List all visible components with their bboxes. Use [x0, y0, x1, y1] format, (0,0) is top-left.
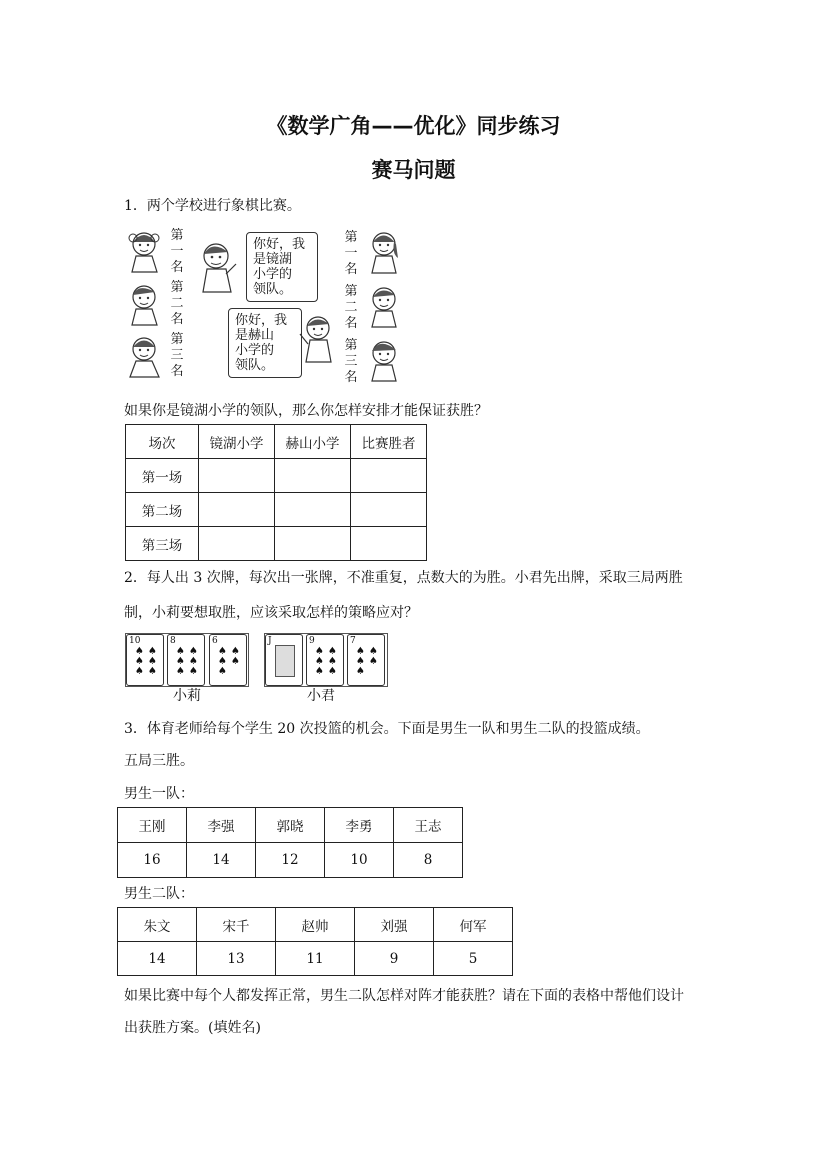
bubble-top-line-1: 你好，我 [253, 237, 306, 252]
team2-score-4: 9 [355, 942, 434, 976]
girl-player-3-illustration [124, 332, 166, 378]
team1-score-4: 10 [325, 843, 394, 878]
q1-row-3-label: 第三场 [126, 527, 199, 561]
q1-row-2-winner-cell[interactable] [351, 493, 427, 527]
q1-row-1-jinghu-cell[interactable] [199, 459, 275, 493]
xiaoli-card-2-rank: 8 [170, 636, 176, 646]
team2-score-1: 14 [118, 942, 197, 976]
q3-line-2: 五局三胜。 [124, 753, 194, 769]
q1-match-table [125, 424, 427, 561]
q1-row-3-jinghu-cell[interactable] [199, 527, 275, 561]
team2-name-3: 赵帅 [276, 908, 355, 942]
spade-pips-icon: ♠♠ ♠♠ ♠♠ [176, 646, 202, 677]
q1-row-3-heshan-cell[interactable] [275, 527, 351, 561]
q2-line-1: 2．每人出 3 次牌，每次出一张牌，不准重复，点数大的为胜。小君先出牌，采取三局两胜 [124, 570, 683, 586]
heshan-player-3-illustration [362, 336, 404, 382]
heshan-leader-illustration [296, 312, 338, 364]
heshan-player-2-illustration [362, 282, 404, 328]
q1-row-1-label: 第一场 [126, 459, 199, 493]
team1-score-1: 16 [118, 843, 187, 878]
right-rank-2-label: 第 二 名 [344, 284, 358, 331]
team2-label: 男生二队： [124, 886, 194, 902]
xiaoli-card-1-rank: 10 [129, 636, 141, 646]
xiaojun-card-3-rank: 7 [350, 636, 356, 646]
xiaoli-card-3-rank: 6 [212, 636, 218, 646]
q3-question-line-1: 如果比赛中每个人都发挥正常，男生二队怎样对阵才能获胜？请在下面的表格中帮他们设计 [124, 988, 684, 1004]
team1-name-4: 李勇 [325, 808, 394, 843]
girl-player-1-illustration [124, 228, 166, 274]
q1-header-heshan: 赫山小学 [275, 425, 351, 459]
team1-score-2: 14 [187, 843, 256, 878]
q1-header-round: 场次 [126, 425, 199, 459]
team1-score-5: 8 [394, 843, 463, 878]
q1-header-jinghu: 镜湖小学 [199, 425, 275, 459]
team2-name-2: 宋千 [197, 908, 276, 942]
team2-table [117, 907, 513, 976]
xiaojun-card-1-rank: J [268, 636, 272, 646]
team2-score-2: 13 [197, 942, 276, 976]
team1-name-1: 王刚 [118, 808, 187, 843]
spade-pips-icon: ♠♠ ♠♠ ♠♠ [315, 646, 341, 677]
bubble-top-line-3: 小学的 [253, 267, 293, 282]
q1-header-winner: 比赛胜者 [351, 425, 427, 459]
team1-score-3: 12 [256, 843, 325, 878]
team1-name-3: 郭晓 [256, 808, 325, 843]
heshan-player-1-illustration [362, 228, 404, 274]
spade-pips-icon: ♠♠ ♠♠ ♠♠ [135, 646, 161, 677]
team2-score-3: 11 [276, 942, 355, 976]
q1-question: 如果你是镜湖小学的领队，那么你怎样安排才能保证获胜？ [124, 403, 488, 419]
q1-row-3-winner-cell[interactable] [351, 527, 427, 561]
jinghu-leader-speech-bubble [246, 232, 318, 302]
xiaojun-card-3 [347, 634, 385, 686]
bubble-top-line-4: 领队。 [253, 282, 293, 297]
xiaoli-card-2 [167, 634, 205, 686]
q1-row-1-winner-cell[interactable] [351, 459, 427, 493]
page-subtitle: 赛马问题 [371, 158, 456, 182]
right-rank-3-label: 第 三 名 [344, 338, 358, 385]
jinghu-leader-illustration [196, 238, 240, 294]
xiaojun-label: 小君 [307, 688, 335, 704]
xiaoli-label: 小莉 [173, 688, 201, 704]
team2-name-4: 刘强 [355, 908, 434, 942]
q2-line-2: 制，小莉要想取胜，应该采取怎样的策略应对？ [124, 605, 418, 621]
spade-pips-icon: ♠♠ ♠♠ ♠ [356, 646, 382, 677]
boy-player-2-illustration [124, 280, 166, 326]
xiaojun-card-2-rank: 9 [309, 636, 315, 646]
spade-pips-icon: ♠♠ ♠♠ ♠ [218, 646, 244, 677]
q3-question-line-2: 出获胜方案。(填姓名) [124, 1020, 261, 1036]
team1-name-5: 王志 [394, 808, 463, 843]
page-title: 《数学广角——优化》同步练习 [266, 114, 561, 138]
q1-row-1-heshan-cell[interactable] [275, 459, 351, 493]
team1-table [117, 807, 463, 878]
xiaojun-card-2 [306, 634, 344, 686]
xiaoli-card-1 [126, 634, 164, 686]
q1-text: 1．两个学校进行象棋比赛。 [124, 198, 301, 214]
team2-name-1: 朱文 [118, 908, 197, 942]
bubble-bottom-line-1: 你好，我 [235, 313, 288, 328]
jack-face-icon [275, 645, 295, 677]
xiaoli-card-3 [209, 634, 247, 686]
xiaojun-card-1 [265, 634, 303, 686]
bubble-bottom-line-4: 领队。 [235, 358, 275, 373]
left-rank-1-label: 第 一 名 [170, 228, 184, 275]
bubble-bottom-line-2: 是赫山 [235, 328, 275, 343]
q1-row-2-heshan-cell[interactable] [275, 493, 351, 527]
heshan-leader-speech-bubble [228, 308, 302, 378]
bubble-bottom-line-3: 小学的 [235, 343, 275, 358]
team1-name-2: 李强 [187, 808, 256, 843]
team2-name-5: 何军 [434, 908, 513, 942]
q3-line-1: 3．体育老师给每个学生 20 次投篮的机会。下面是男生一队和男生二队的投篮成绩。 [124, 721, 650, 737]
q1-row-2-jinghu-cell[interactable] [199, 493, 275, 527]
bubble-top-line-2: 是镜湖 [253, 252, 293, 267]
left-rank-3-label: 第 三 名 [170, 332, 184, 379]
team1-label: 男生一队： [124, 786, 194, 802]
right-rank-1-label: 第 一 名 [344, 230, 358, 277]
left-rank-2-label: 第 二 名 [170, 280, 184, 327]
q1-row-2-label: 第二场 [126, 493, 199, 527]
team2-score-5: 5 [434, 942, 513, 976]
